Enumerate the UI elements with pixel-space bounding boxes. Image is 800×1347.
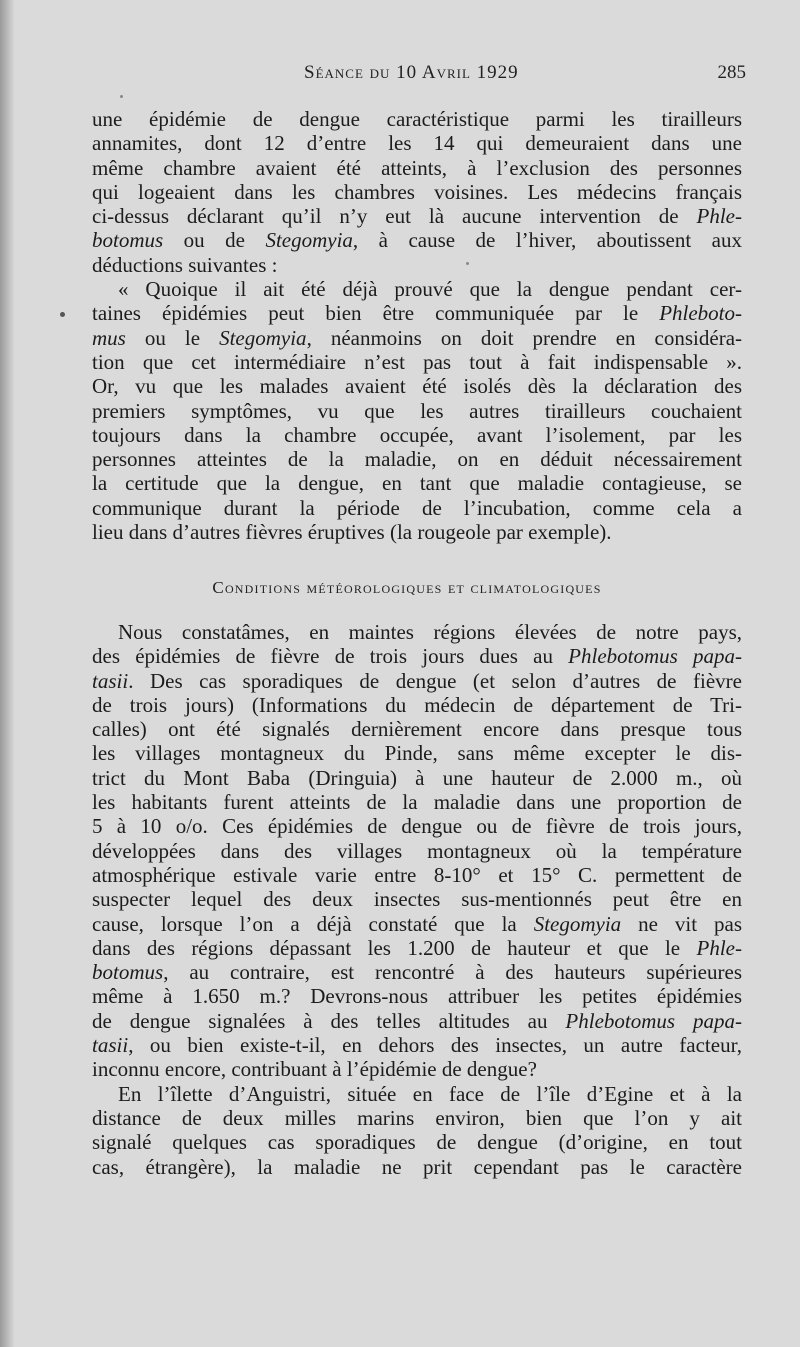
text-line: « Quoique il ait été déjà prouvé que la dengue pendant cer- — [118, 277, 742, 302]
text-line: même à 1.650 m.? Devrons-nous attribuer les petites épidémies — [92, 984, 742, 1009]
text-line: personnes atteintes de la maladie, on en déduit nécessairement — [92, 447, 742, 472]
text-line: taines épidémies peut bien être communiquée par le Phleboto- — [92, 301, 742, 326]
text-line: trict du Mont Baba (Dringuia) à une hauteur de 2.000 m., où — [92, 765, 742, 790]
text-line: les villages montagneux du Pinde, sans même excepter le dis- — [92, 741, 742, 766]
text-line: suspecter lequel des deux insectes sus-mentionnés peut être en — [92, 887, 742, 912]
text-line: une épidémie de dengue caractéristique parmi les tirailleurs — [92, 107, 742, 131]
text-line: distance de deux milles marins environ, bien que l’on y ait — [92, 1105, 742, 1130]
text-line: cas, étrangère), la maladie ne prit cependant pas le caractère — [92, 1154, 742, 1179]
text-line: atmosphérique estivale varie entre 8-10° et 15° C. permettent de — [92, 862, 742, 887]
text-line: développées dans des villages montagneux où la température — [92, 838, 742, 863]
section-heading: Conditions météorologiques et climatologiques — [212, 578, 602, 597]
text-line: tasii. Des cas sporadiques de dengue (et selon d’autres de fièvre — [92, 668, 742, 693]
text-line: signalé quelques cas sporadiques de dengue (d’origine, en tout — [92, 1130, 742, 1155]
book-page — [14, 0, 800, 1347]
text-line: botomus, au contraire, est rencontré à des hauteurs supérieures — [92, 960, 742, 985]
text-line: mus ou le Stegomyia, néanmoins on doit prendre en considéra- — [92, 325, 743, 350]
text-line: tion que cet intermédiaire n’est pas tout à fait indispensable ». — [92, 349, 742, 374]
body-text-bottom — [92, 620, 742, 1179]
text-line: premiers symptômes, vu que les autres tirailleurs couchaient — [92, 398, 742, 423]
text-line: inconnu encore, contribuant à l’épidémie de dengue? — [92, 1057, 537, 1082]
text-line: botomus ou de Stegomyia, à cause de l’hiver, aboutissent aux — [92, 228, 742, 253]
text-line: calles) ont été signalés dernièrement encore dans presque tous — [92, 717, 742, 742]
text-line: cause, lorsque l’on a déjà constaté que la Stegomyia ne vit pas — [92, 911, 742, 936]
text-line: toujours dans la chambre occupée, avant l’isolement, par les — [92, 422, 742, 447]
page-header — [14, 62, 800, 88]
text-line: même chambre avaient été atteints, à l’exclusion des personnes — [92, 155, 742, 180]
margin-speck — [120, 95, 123, 98]
text-line: Or, vu que les malades avaient été isolés dès la déclaration des — [92, 374, 742, 399]
body-text-top — [92, 107, 742, 544]
text-line: communique durant la période de l’incubation, comme cela a — [92, 495, 742, 520]
text-line: déductions suivantes : — [92, 252, 278, 277]
text-line: dans des régions dépassant les 1.200 de hauteur et que le Phle- — [92, 935, 742, 960]
text-line: de dengue signalées à des telles altitudes au Phlebotomus papa- — [92, 1008, 742, 1033]
text-line: 5 à 10 o/o. Ces épidémies de dengue ou de fièvre de trois jours, — [92, 814, 742, 839]
text-line: la certitude que la dengue, en tant que maladie contagieuse, se — [92, 471, 742, 496]
margin-dot — [60, 312, 65, 317]
text-line: ci-dessus déclarant qu’il n’y eut là aucune intervention de Phle- — [92, 204, 742, 229]
binding-edge — [0, 0, 14, 1347]
text-line: qui logeaient dans les chambres voisines. Les médecins français — [92, 179, 742, 204]
text-line: Nous constatâmes, en maintes régions élevées de notre pays, — [118, 620, 742, 644]
text-line: tasii, ou bien existe-t-il, en dehors des insectes, un autre facteur, — [92, 1033, 742, 1058]
text-line: En l’îlette d’Anguistri, située en face de l’île d’Egine et à la — [118, 1081, 742, 1106]
text-line: annamites, dont 12 d’entre les 14 qui demeuraient dans une — [92, 131, 742, 156]
text-line: lieu dans d’autres fièvres éruptives (la rougeole par exemple). — [92, 520, 612, 545]
running-title: Séance du 10 Avril 1929 — [304, 62, 519, 83]
text-line: les habitants furent atteints de la maladie dans une proportion de — [92, 790, 742, 815]
page-number: 285 — [717, 62, 746, 83]
text-line: des épidémies de fièvre de trois jours dues au Phlebotomus papa- — [92, 644, 742, 669]
text-line: de trois jours) (Informations du médecin de département de Tri- — [92, 692, 742, 717]
